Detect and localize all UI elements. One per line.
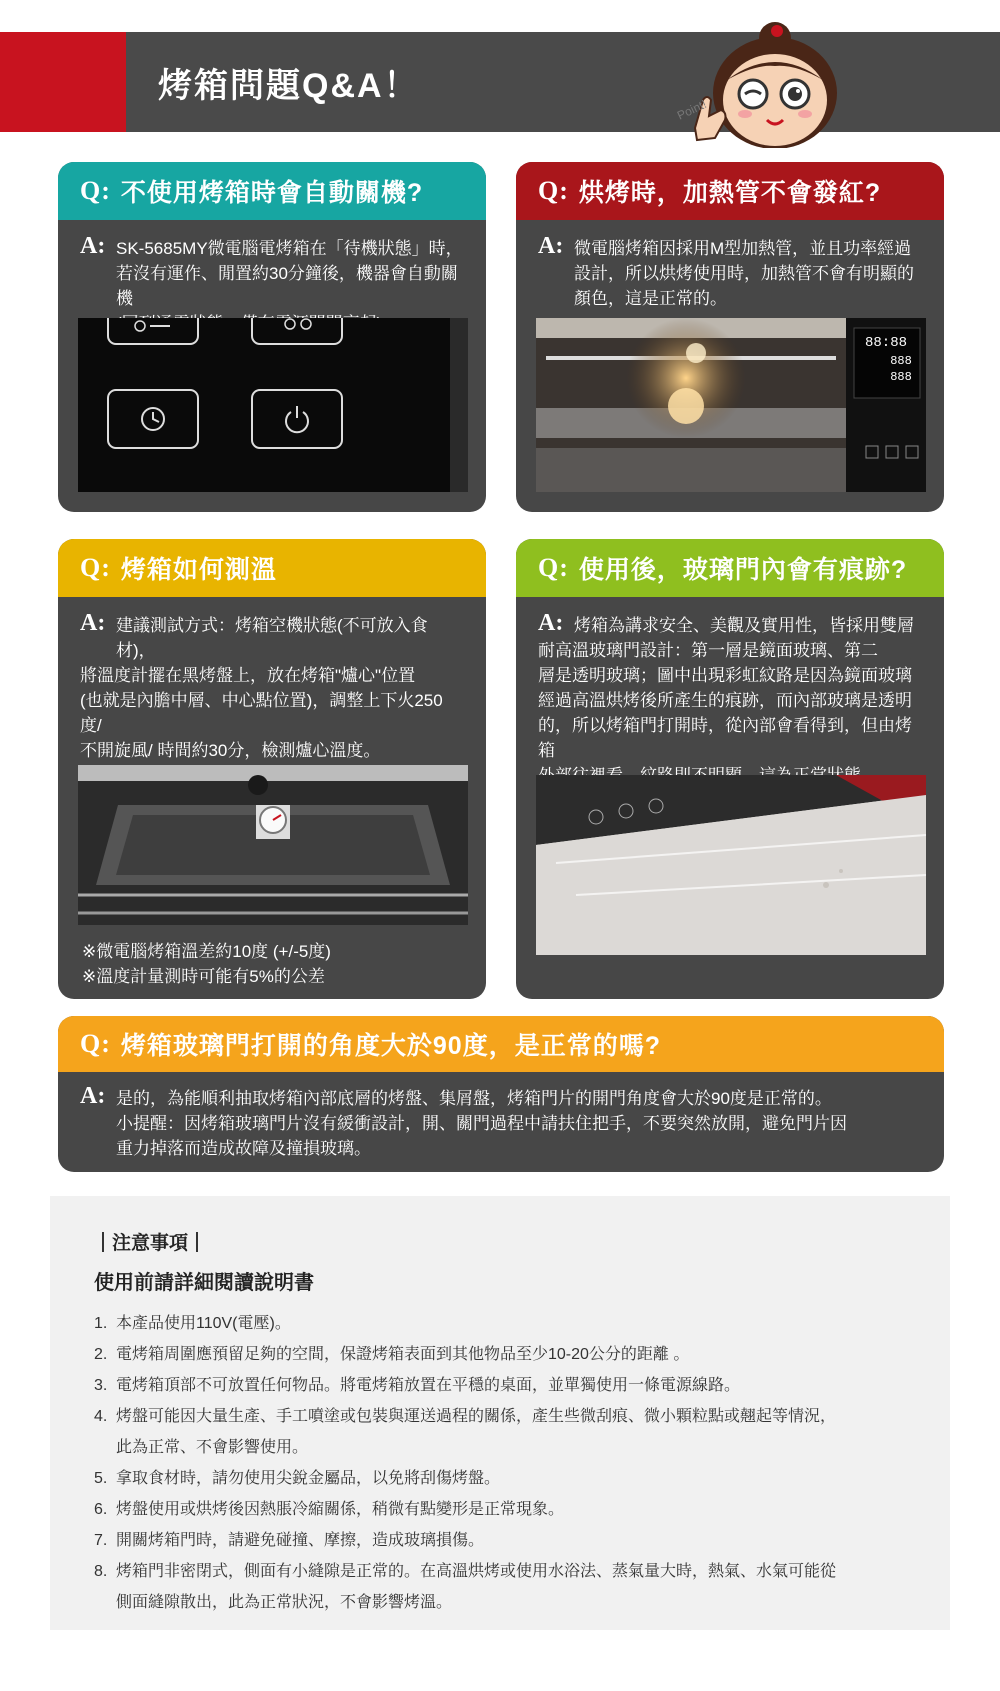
list-item: 3. 電烤箱頂部不可放置任何物品。將電烤箱放置在平穩的桌面，並單獨使用一條電源線路。 bbox=[94, 1377, 741, 1394]
oven-thermometer-photo bbox=[78, 765, 468, 925]
list-item: 1. 本產品使用110V(電壓)。 bbox=[94, 1315, 291, 1332]
q-marker: Q: bbox=[538, 176, 569, 205]
list-item: 6. 烤盤使用或烘烤後因熱脹冷縮關係，稍微有點變形是正常現象。 bbox=[94, 1501, 565, 1518]
a-marker: A: bbox=[538, 610, 564, 636]
temp-note-2: ※溫度計量測時可能有5%的公差 bbox=[82, 967, 325, 986]
question-text: 不使用烤箱時會自動關機? bbox=[120, 179, 424, 207]
display-temp-top: 888 bbox=[890, 354, 912, 368]
faq-answer-2 bbox=[538, 233, 922, 311]
a-marker: A: bbox=[80, 1083, 106, 1109]
a-marker: A: bbox=[80, 233, 106, 259]
faq-answer-5 bbox=[80, 1083, 922, 1161]
answer-text: SK-5685MY微電腦電烤箱在「待機狀態」時， 若沒有運作、閒置約30分鐘後，機器會自動關機 bbox=[116, 239, 463, 308]
question-text: 烘烤時，加熱管不會發紅? bbox=[578, 179, 882, 207]
faq-question-4 bbox=[516, 539, 944, 597]
list-item: 7. 開關烤箱門時，請避免碰撞、摩擦，造成玻璃損傷。 bbox=[94, 1532, 485, 1549]
faq-card-4 bbox=[516, 539, 944, 999]
faq-question-1 bbox=[58, 162, 486, 220]
q-marker: Q: bbox=[538, 553, 569, 582]
faq-card-2 bbox=[516, 162, 944, 512]
answer-text-first: 烤箱為講求安全、美觀及實用性，皆採用雙層 bbox=[574, 616, 914, 635]
display-temp-bottom: 888 bbox=[890, 370, 912, 384]
q-marker: Q: bbox=[80, 176, 111, 205]
a-marker: A: bbox=[80, 610, 106, 636]
faq-question-5 bbox=[58, 1016, 944, 1072]
notice-section bbox=[50, 1196, 950, 1630]
faq-card-5 bbox=[58, 1016, 944, 1172]
faq-card-3 bbox=[58, 539, 486, 999]
control-panel-photo bbox=[78, 318, 468, 492]
point-badge: Point! bbox=[675, 96, 709, 123]
a-marker: A: bbox=[538, 233, 564, 259]
oven-interior-heater-photo bbox=[536, 318, 926, 492]
temp-note-1: ※微電腦烤箱溫差約10度 (+/-5度) bbox=[82, 942, 331, 961]
list-item: 5. 拿取食材時，請勿使用尖銳金屬品，以免將刮傷烤盤。 bbox=[94, 1470, 501, 1487]
notice-tag-text: 注意事項 bbox=[112, 1233, 189, 1254]
notice-subtitle: 使用前請詳細閱讀說明書 bbox=[94, 1272, 314, 1294]
faq-question-3 bbox=[58, 539, 486, 597]
question-text: 烤箱玻璃門打開的角度大於90度，是正常的嗎? bbox=[120, 1032, 661, 1060]
answer-text: 微電腦烤箱因採用M型加熱管，並且功率經過 設計，所以烘烤使用時，加熱管不會有明顯的 顏色，這是正常的。 bbox=[574, 239, 914, 308]
faq-card-1 bbox=[58, 162, 486, 512]
faq-question-2 bbox=[516, 162, 944, 220]
question-text: 烤箱如何測溫 bbox=[120, 556, 277, 584]
header-red-block bbox=[0, 32, 126, 132]
answer-text: 是的，為能順利抽取烤箱內部底層的烤盤、集屑盤，烤箱門片的開門角度會大於90度是正常的。 小提醒：因烤箱玻璃門片沒有緩衝設計，開、關門過程中請扶住把手，不要突然放開，避免門片因 重力掉落而造成故障及撞損玻璃。 bbox=[116, 1089, 847, 1158]
list-item: 4. 烤盤可能因大量生產、手工噴塗或包裝與運送過程的關係，產生些微刮痕、微小顆粒點或翹起等情況， 此為正常、不會影響使用。 bbox=[94, 1408, 837, 1456]
question-text: 使用後，玻璃門內會有痕跡? bbox=[578, 556, 908, 584]
mascot-girl-icon bbox=[675, 8, 855, 148]
q-marker: Q: bbox=[80, 1029, 111, 1058]
answer-text-first: 建議測試方式：烤箱空機狀態(不可放入食材)， bbox=[116, 616, 428, 660]
glass-door-photo bbox=[536, 775, 926, 955]
q-marker: Q: bbox=[80, 553, 111, 582]
answer-text-rest: 耐高溫玻璃門設計：第一層是鏡面玻璃、第二 層是透明玻璃；圖中出現彩虹紋路是因為鏡面玻璃 經過高溫烘烤後所產生的痕跡，而內部玻璃是透明 的，所以烤箱門打開時，從內部會看得到，但由烤箱 bbox=[538, 641, 912, 760]
notice-list bbox=[94, 1308, 914, 1618]
list-item: 8. 烤箱門非密閉式，側面有小縫隙是正常的。在高溫烘烤或使用水浴法、蒸氣量大時，熱氣、水氣可能從 側面縫隙散出，此為正常狀況，不會影響烤溫。 bbox=[94, 1563, 837, 1611]
page-title: 烤箱問題Q&A！ bbox=[158, 67, 420, 105]
faq-answer-4 bbox=[538, 610, 922, 788]
list-item: 2. 電烤箱周圍應預留足夠的空間，保證烤箱表面到其他物品至少10-20公分的距離 。 bbox=[94, 1346, 690, 1363]
notice-tag bbox=[94, 1228, 206, 1255]
answer-text-rest: 將溫度計擺在黑烤盤上，放在烤箱"爐心"位置 (也就是內膽中層、中心點位置)，調整上下火250度/ 不開旋風/ 時間約30分，檢測爐心溫度。 bbox=[80, 666, 443, 760]
display-clock: 88:88 bbox=[864, 335, 908, 351]
